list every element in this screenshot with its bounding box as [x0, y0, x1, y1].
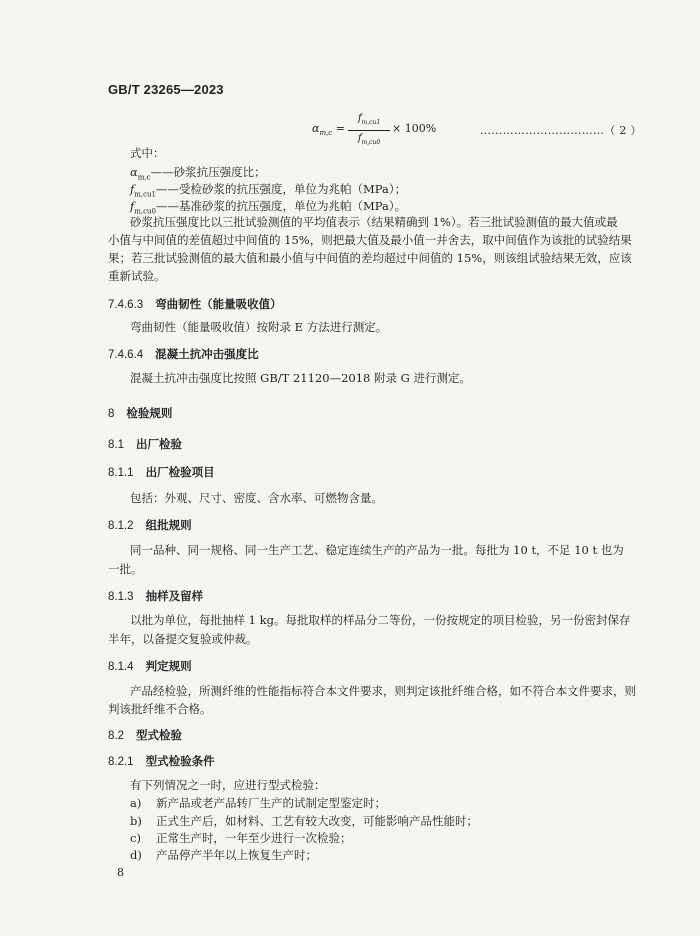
page-number: 8 [117, 866, 124, 879]
where-def-2: $f_{m,cu1}——$受检砂浆的抗压强度，单位为兆帕（MPa）； [130, 182, 407, 199]
formula-numerator: $f_{m,cu1}$ [357, 113, 381, 126]
section-7-4-6-3-heading: 7.4.6.3 弯曲韧性（能量吸收值） [108, 299, 282, 311]
list-item-c: c) 正常生产时，一年至少进行一次检验； [130, 831, 352, 845]
result-para-line-1: 砂浆抗压强度比以三批试验测值的平均值表示（结果精确到 1%）。若三批试验测值的最大值或最 [130, 215, 618, 229]
section-8-2-heading: 8.2 型式检验 [108, 730, 182, 742]
formula-lhs: $\alpha_{m,c}$ = [312, 122, 345, 138]
list-item-d: d) 产品停产半年以上恢复生产时； [130, 848, 317, 862]
section-7-4-6-3-body: 弯曲韧性（能量吸收值）按附录 E 方法进行测定。 [130, 320, 388, 334]
where-def-3: $f_{m,cu0}——$基准砂浆的抗压强度，单位为兆帕（MPa）。 [130, 199, 407, 216]
formula-times-percent: × 100% [392, 122, 437, 135]
list-item-b: b) 正式生产后，如材料、工艺有较大改变，可能影响产品性能时； [130, 814, 478, 828]
section-8-1-4-line-1: 产品经检验，所测纤维的性能指标符合本文件要求，则判定该批纤维合格，如不符合本文件要求，则 [130, 684, 636, 698]
section-7-4-6-4-heading: 7.4.6.4 混凝土抗冲击强度比 [108, 349, 259, 361]
equation-number: ……………………………（ 2 ） [480, 124, 642, 137]
section-8-heading: 8 检验规则 [108, 408, 173, 420]
section-7-4-6-4-body: 混凝土抗冲击强度比按照 GB/T 21120—2018 附录 G 进行测定。 [130, 371, 471, 385]
formula-denominator: $f_{m,cu0}$ [357, 133, 381, 146]
fraction-bar [348, 130, 390, 131]
section-8-1-1-body: 包括：外观、尺寸、密度、含水率、可燃物含量。 [130, 491, 383, 505]
where-label: 式中： [130, 146, 165, 160]
section-8-1-3-line-2: 半年，以备提交复验或仲裁。 [108, 632, 258, 646]
formula-fraction [348, 112, 390, 149]
result-para-line-2: 小值与中间值的差值超过中间值的 15%，则把最大值及最小值一并舍去，取中间值作为该批的试验结果 [108, 233, 632, 247]
standard-code: GB/T 23265—2023 [108, 82, 224, 97]
section-8-1-2-heading: 8.1.2 组批规则 [108, 520, 192, 532]
section-8-1-3-line-1: 以批为单位，每批抽样 1 kg。每批取样的样品分二等份，一份按规定的项目检验，另一份密封保存 [130, 613, 631, 627]
section-8-1-2-line-1: 同一品种、同一规格、同一生产工艺、稳定连续生产的产品为一批。每批为 10 t，不足 10 t 也为 [130, 543, 624, 557]
result-para-line-3: 果；若三批试验测值的最大值和最小值与中间值的差均超过中间值的 15%，则该组试验结果无效，应该 [108, 251, 632, 265]
section-8-1-2-line-2: 一批。 [108, 562, 143, 576]
section-8-1-4-line-2: 判该批纤维不合格。 [108, 702, 212, 716]
section-8-1-4-heading: 8.1.4 判定规则 [108, 661, 192, 673]
section-8-2-1-intro: 有下列情况之一时，应进行型式检验： [130, 778, 326, 792]
result-para-line-4: 重新试验。 [108, 269, 166, 283]
list-item-a: a) 新产品或老产品转厂生产的试制定型鉴定时； [130, 796, 386, 810]
section-8-1-heading: 8.1 出厂检验 [108, 439, 182, 451]
where-def-1: $\alpha_{m,c}——$砂浆抗压强度比； [130, 165, 266, 182]
section-8-1-3-heading: 8.1.3 抽样及留样 [108, 591, 204, 603]
section-8-2-1-heading: 8.2.1 型式检验条件 [108, 756, 215, 768]
section-8-1-1-heading: 8.1.1 出厂检验项目 [108, 467, 215, 479]
